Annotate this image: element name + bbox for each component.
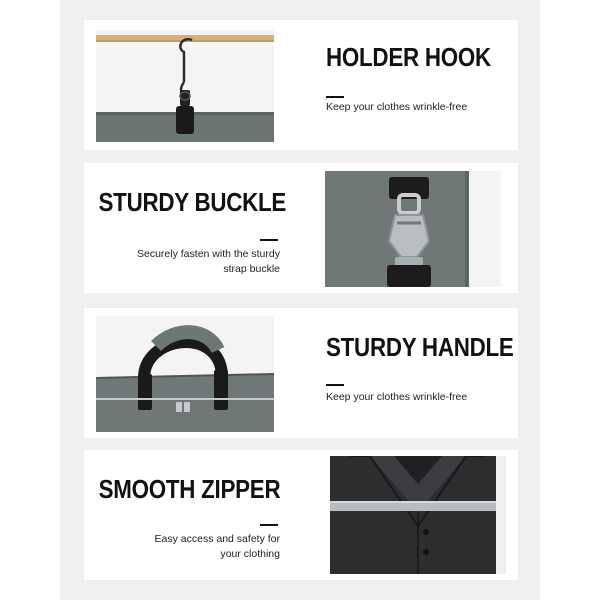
feature-card-holder-hook	[84, 20, 518, 150]
feature-title: STURDY HANDLE	[326, 332, 514, 362]
buckle-icon	[325, 171, 501, 287]
title-divider	[326, 96, 344, 98]
title-divider	[260, 239, 278, 241]
sturdy-buckle-photo	[325, 171, 501, 287]
sturdy-handle-photo	[96, 316, 274, 432]
title-divider	[260, 524, 278, 526]
feature-description	[155, 532, 280, 562]
feature-description-line: strap buckle	[223, 263, 280, 275]
feature-description-line: Securely fasten with the sturdy	[137, 248, 280, 260]
feature-card-sturdy-buckle	[84, 163, 518, 293]
feature-description	[137, 247, 280, 277]
feature-card-smooth-zipper	[84, 450, 518, 580]
hanger-hook-icon	[96, 30, 274, 142]
feature-card-sturdy-handle	[84, 308, 518, 438]
feature-description-line: Easy access and safety for	[154, 533, 280, 545]
smooth-zipper-photo	[330, 456, 506, 574]
feature-description-line: your clothing	[220, 548, 280, 560]
feature-title: HOLDER HOOK	[326, 42, 491, 72]
feature-title: SMOOTH ZIPPER	[98, 474, 280, 504]
title-divider	[326, 384, 344, 386]
suit-icon	[330, 456, 506, 574]
handle-icon	[96, 316, 274, 432]
holder-hook-photo	[96, 30, 274, 142]
feature-title: STURDY BUCKLE	[98, 187, 286, 217]
feature-description: Keep your clothes wrinkle-free	[326, 101, 468, 113]
feature-description: Keep your clothes wrinkle-free	[326, 391, 468, 403]
